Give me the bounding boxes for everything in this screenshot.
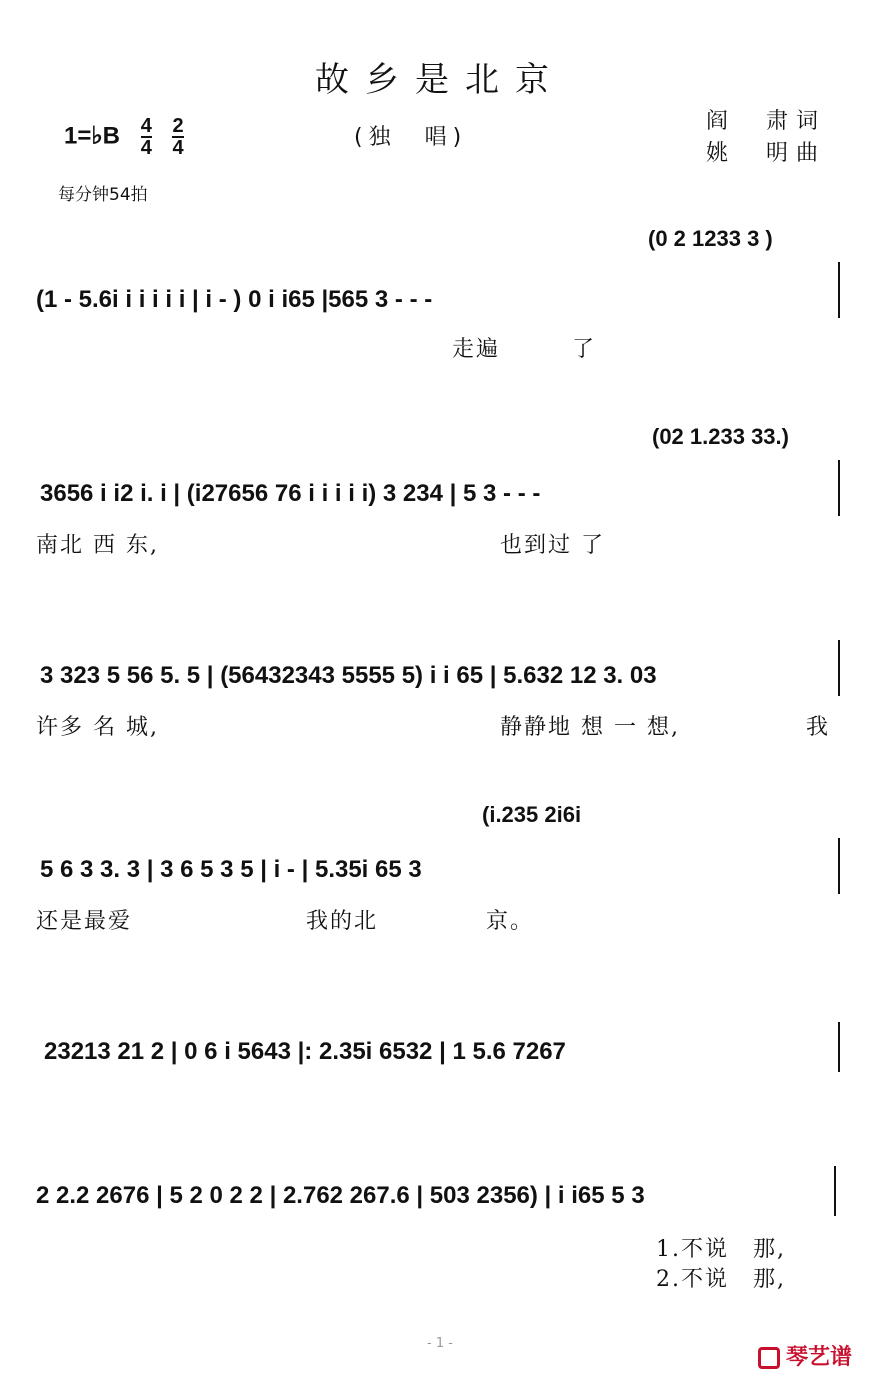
barline xyxy=(838,262,840,318)
system-5-notes: 23213 21 2 | 0 6 i 5643 |: 2.35i 6532 | 1 5.6 7267 xyxy=(44,1038,566,1065)
key-signature xyxy=(64,116,184,158)
tempo-marking: 每分钟54拍 xyxy=(58,185,148,205)
system-6-notes: 2 2.2 2676 | 5 2 0 2 2 | 2.762 267.6 | 503 2356) | i i65 5 3 xyxy=(36,1182,645,1209)
page-number: - 1 - xyxy=(427,1336,453,1351)
system-2-lyric-a: 南北 西 东, xyxy=(36,533,159,558)
logo-icon xyxy=(758,1347,780,1369)
system-1-lyric: 走遍 了 xyxy=(452,337,597,362)
system-2-aux-line: (02 1.233 33.) xyxy=(652,424,789,449)
time-signature-1: $\frac{4}{4}$ xyxy=(140,115,152,159)
performance-style: (独 唱) xyxy=(354,125,468,150)
composer-credit: 姚 明曲 xyxy=(706,141,827,166)
song-title: 故乡是北京 xyxy=(315,60,565,100)
key-label: 1=♭B xyxy=(64,122,121,150)
system-3-lyric-a: 许多 名 城, xyxy=(36,715,159,740)
system-2-notes: 3656 i i2 i. i | (i27656 76 i i i i i) 3 234 | 5 3 - - - xyxy=(40,480,541,507)
system-4-aux-line: (i.235 2i6i xyxy=(482,802,582,827)
system-3-lyric-c: 我 xyxy=(806,715,831,740)
time-signature-2: $\frac{2}{4}$ xyxy=(172,115,184,159)
system-4-lyric-c: 京。 xyxy=(486,909,535,934)
system-3-lyric-b: 静静地 想 一 想, xyxy=(500,715,680,740)
verse-2-lyric: 2.不说 那, xyxy=(656,1267,786,1292)
system-4-notes: 5 6 3 3. 3 | 3 6 5 3 5 | i - | 5.35i 65 3 xyxy=(40,856,422,883)
system-3-notes: 3 323 5 56 5. 5 | (56432343 5555 5) i i 65 | 5.632 12 3. 03 xyxy=(40,662,657,689)
system-4-lyric-a: 还是最爱 xyxy=(36,909,133,934)
system-4-lyric-b: 我的北 xyxy=(306,909,379,934)
lyricist-credit: 阎 肃词 xyxy=(706,109,827,134)
watermark-logo: 琴艺谱 xyxy=(758,1340,852,1371)
barline xyxy=(834,1166,836,1216)
barline xyxy=(838,460,840,516)
barline xyxy=(838,838,840,894)
system-2-lyric-b: 也到过 了 xyxy=(500,533,605,558)
barline xyxy=(838,640,840,696)
verse-1-lyric: 1.不说 那, xyxy=(656,1237,786,1262)
system-1-notes: (1 - 5.6i i i i i i | i - ) 0 i i65 |565 3 - - - xyxy=(36,286,433,313)
barline xyxy=(838,1022,840,1072)
system-1-aux-line: (0 2 1233 3 ) xyxy=(648,226,773,251)
